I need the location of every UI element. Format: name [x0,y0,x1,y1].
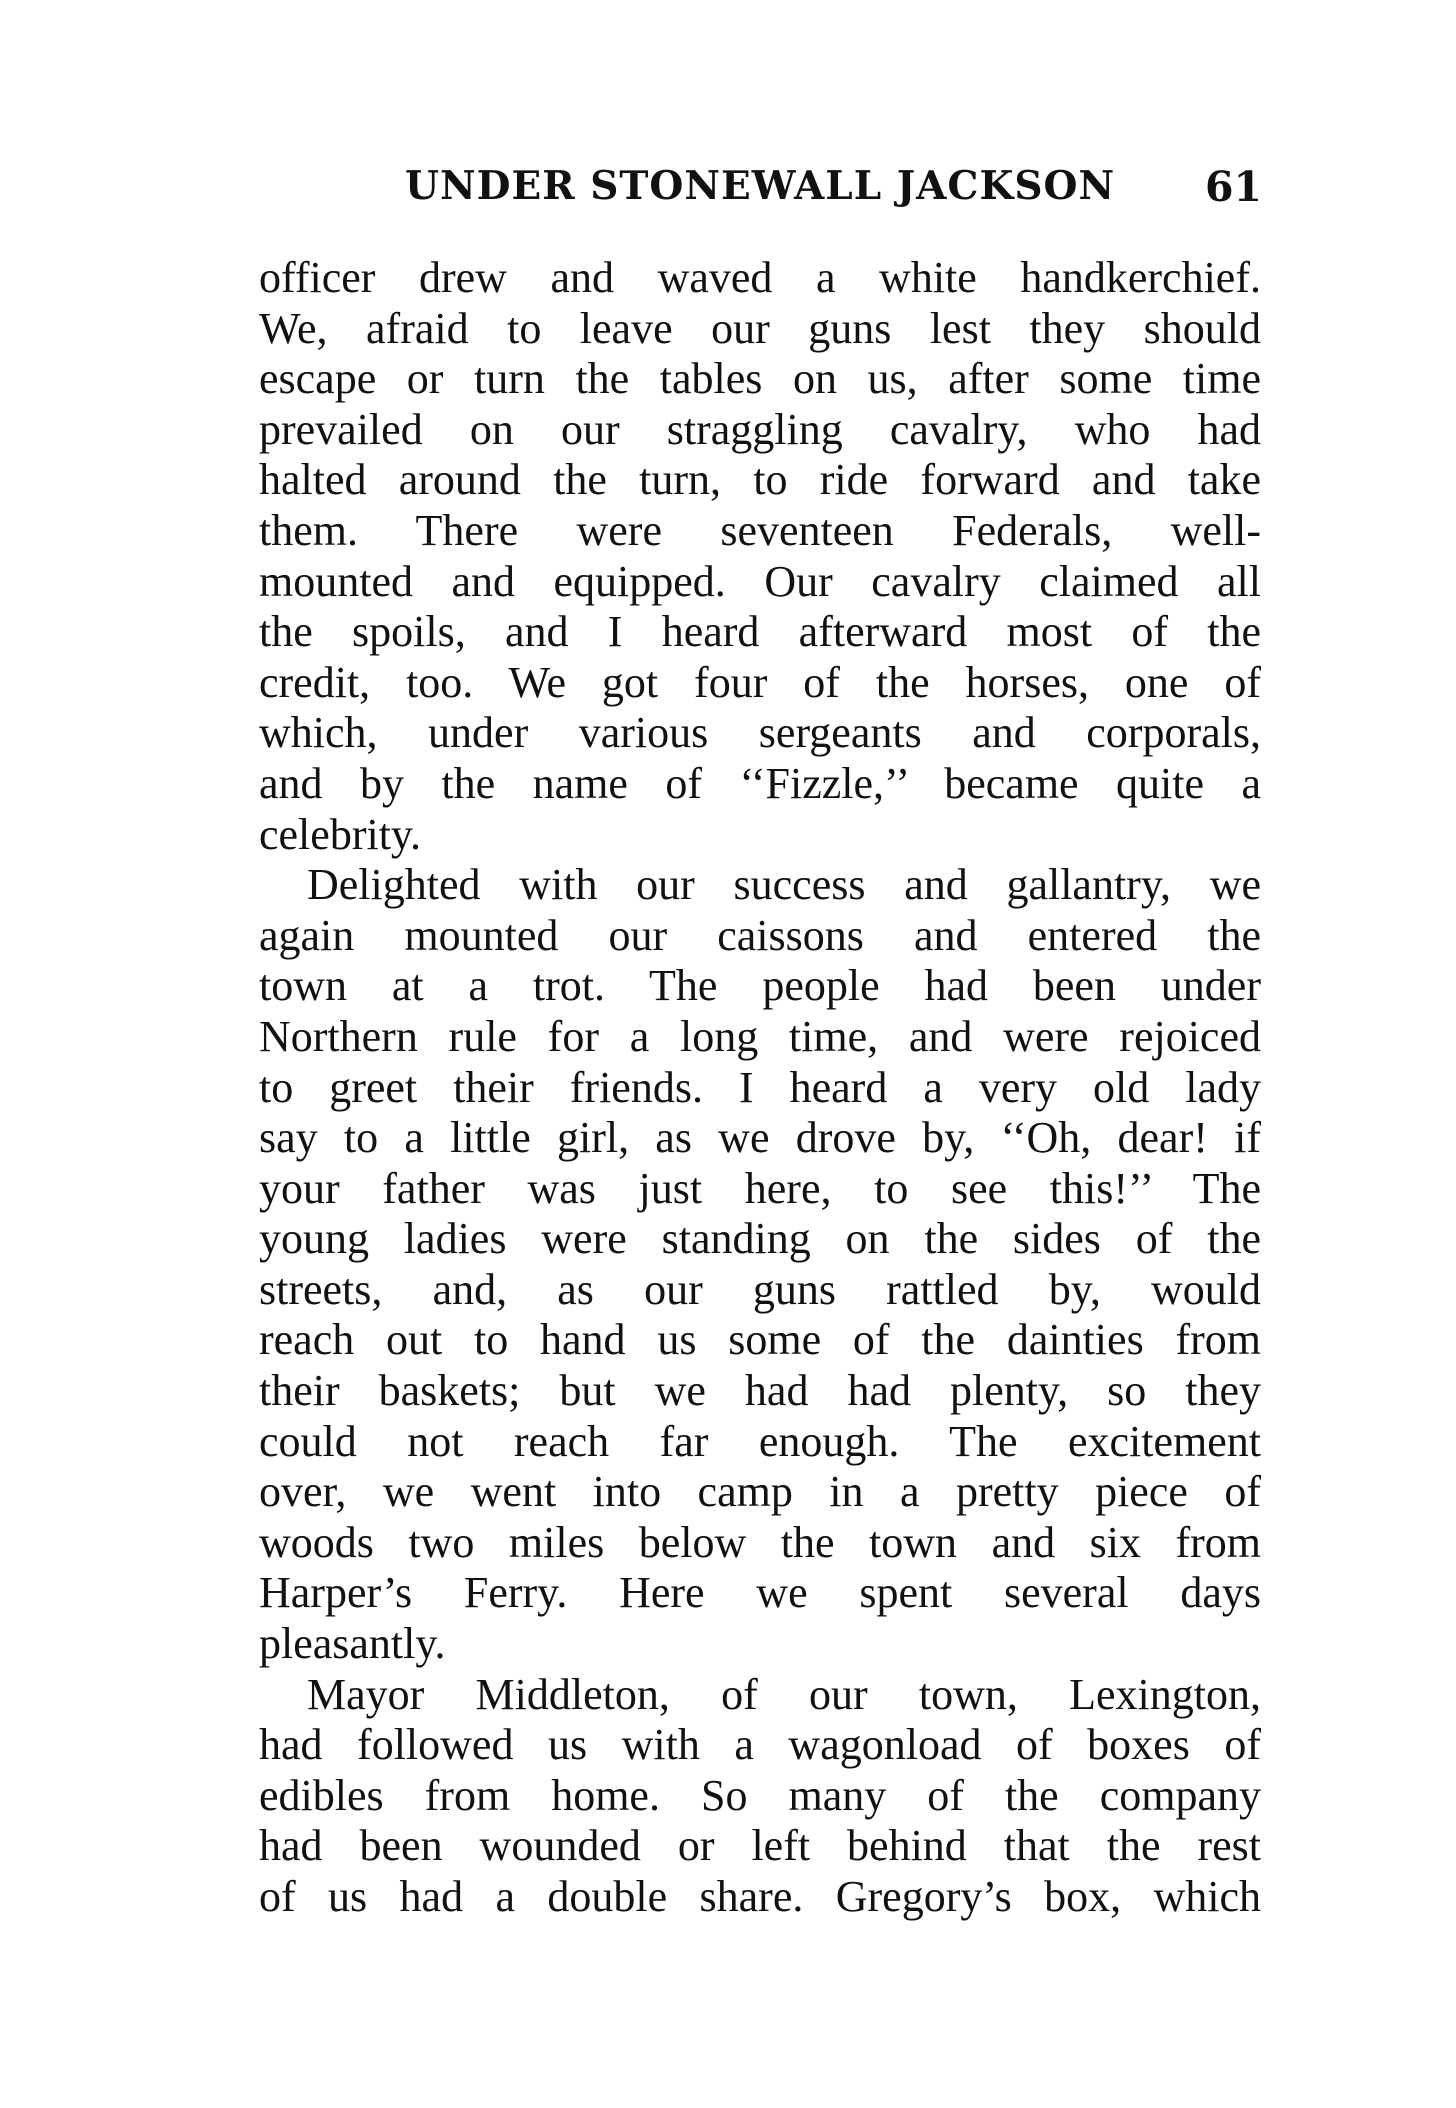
body-text [259,253,1261,1923]
text-line: their baskets; but we had had plenty, so they [259,1366,1261,1416]
text-line: prevailed on our straggling cavalry, who had [259,404,1261,454]
text-line: the spoils, and I heard afterward most of the [259,607,1261,657]
text-line: celebrity. [259,809,422,859]
text-line: mounted and equipped. Our cavalry claimed all [259,556,1261,606]
text-line: and by the name of ‘‘Fizzle,’’ became quite a [259,758,1261,808]
text-line: officer drew and waved a white handkerchief. [259,253,1261,302]
text-line: which, under various sergeants and corporals, [259,708,1261,758]
text-line: halted around the turn, to ride forward and take [259,455,1261,505]
text-line: Northern rule for a long time, and were rejoiced [259,1011,1261,1061]
text-line: woods two miles below the town and six from [259,1517,1261,1567]
text-line: again mounted our caissons and entered the [259,910,1261,960]
text-line: to greet their friends. I heard a very old lady [259,1062,1261,1112]
text-line: Mayor Middleton, of our town, Lexington, [307,1669,1261,1719]
text-line: town at a trot. The people had been under [259,961,1261,1011]
text-line: pleasantly. [259,1619,446,1669]
text-line: could not reach far enough. The excitement [259,1416,1261,1466]
text-line: credit, too. We got four of the horses, one of [259,657,1261,707]
text-line: had followed us with a wagonload of boxes of [259,1720,1261,1770]
text-line: edibles from home. So many of the company [259,1770,1261,1820]
text-line: over, we went into camp in a pretty piece of [259,1467,1261,1517]
text-line: Harper’s Ferry. Here we spent several days [259,1568,1261,1618]
text-line: escape or turn the tables on us, after some time [259,354,1261,404]
running-head-title: UNDER STONEWALL JACKSON [405,163,1116,209]
text-line: your father was just here, to see this!’’ The [259,1163,1261,1213]
text-line: streets, and, as our guns rattled by, would [259,1264,1261,1314]
text-line: say to a little girl, as we drove by, ‘‘Oh, dear! if [259,1113,1261,1163]
text-line: Delighted with our success and gallantry, we [307,860,1261,910]
text-line: reach out to hand us some of the dainties from [259,1315,1261,1365]
text-line: of us had a double share. Gregory’s box, which [259,1872,1261,1921]
text-line: young ladies were standing on the sides of the [259,1214,1261,1264]
page-number: 61 [1205,163,1263,211]
text-line: had been wounded or left behind that the rest [259,1821,1261,1871]
text-line: them. There were seventeen Federals, well- [259,505,1261,555]
text-line: We, afraid to leave our guns lest they should [259,303,1261,353]
